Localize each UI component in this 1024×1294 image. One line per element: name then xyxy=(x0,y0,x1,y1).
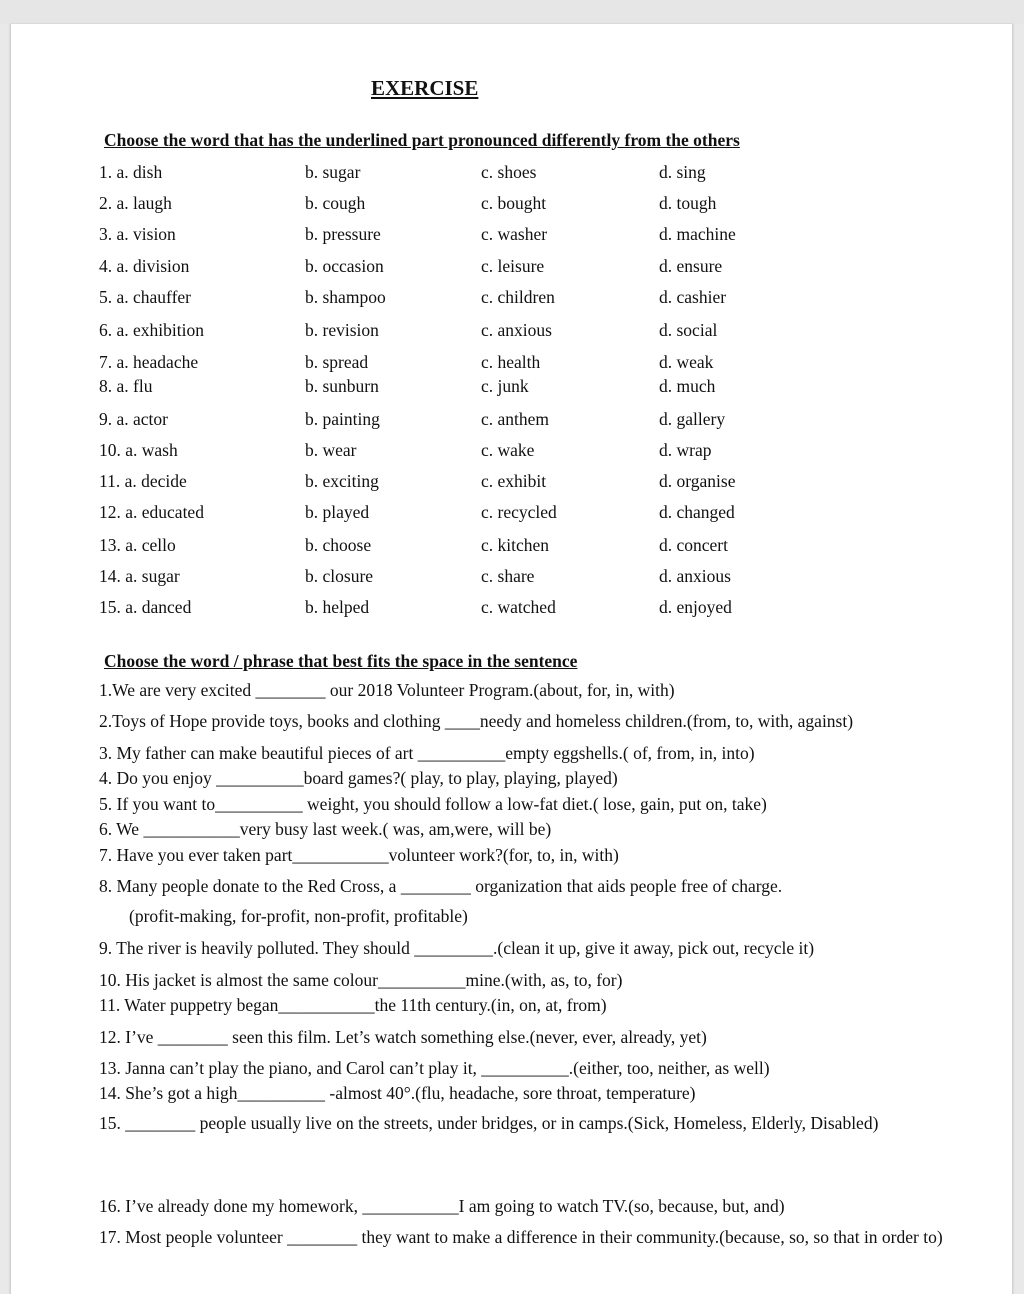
option-a: 15. a. danced xyxy=(99,597,192,617)
question-9: 9. The river is heavily polluted. They should _________.(clean it up, give it away, pick out, recycle it) xyxy=(99,938,815,958)
option-b: b. wear xyxy=(305,440,357,460)
option-c: c. shoes xyxy=(481,162,537,182)
option-b: b. sunburn xyxy=(305,376,379,396)
option-c: c. bought xyxy=(481,193,547,213)
option-d: d. ensure xyxy=(659,256,723,276)
viewer-top-bar xyxy=(0,0,1024,24)
option-b: b. occasion xyxy=(305,256,384,276)
option-c: c. watched xyxy=(481,597,556,617)
option-a: 9. a. actor xyxy=(99,409,168,429)
option-d: d. enjoyed xyxy=(659,597,732,617)
option-d: d. tough xyxy=(659,193,717,213)
option-c: c. health xyxy=(481,352,541,372)
option-d: d. sing xyxy=(659,162,706,182)
option-d: d. anxious xyxy=(659,566,731,586)
option-d: d. weak xyxy=(659,352,714,372)
option-b: b. shampoo xyxy=(305,287,386,307)
option-c: c. leisure xyxy=(481,256,545,276)
option-d: d. gallery xyxy=(659,409,726,429)
option-c: c. exhibit xyxy=(481,471,547,491)
question-8: 8. Many people donate to the Red Cross, a ________ organization that aids people free of charge. xyxy=(99,876,783,896)
page-title: EXERCISE xyxy=(371,76,479,100)
option-b: b. painting xyxy=(305,409,380,429)
question-1: 1.We are very excited ________ our 2018 Volunteer Program.(about, for, in, with) xyxy=(99,680,675,700)
option-a: 13. a. cello xyxy=(99,535,176,555)
option-a: 8. a. flu xyxy=(99,376,153,396)
option-d: d. changed xyxy=(659,502,735,522)
question-3: 3. My father can make beautiful pieces of art __________empty eggshells.( of, from, in, into) xyxy=(99,743,755,763)
option-c: c. children xyxy=(481,287,555,307)
question-5: 5. If you want to__________ weight, you should follow a low-fat diet.( lose, gain, put on, take) xyxy=(99,794,767,814)
option-a: 7. a. headache xyxy=(99,352,199,372)
option-d: d. much xyxy=(659,376,716,396)
option-d: d. cashier xyxy=(659,287,727,307)
document-page xyxy=(10,24,1013,1294)
option-b: b. spread xyxy=(305,352,369,372)
option-b: b. pressure xyxy=(305,224,381,244)
question-13: 13. Janna can’t play the piano, and Carol can’t play it, __________.(either, too, neither, as well) xyxy=(99,1058,770,1078)
option-b: b. helped xyxy=(305,597,370,617)
option-a: 3. a. vision xyxy=(99,224,176,244)
option-a: 2. a. laugh xyxy=(99,193,172,213)
option-d: d. social xyxy=(659,320,718,340)
option-a: 14. a. sugar xyxy=(99,566,180,586)
question-6: 6. We ___________very busy last week.( was, am,were, will be) xyxy=(99,819,552,839)
question-16: 16. I’ve already done my homework, ___________I am going to watch TV.(so, because, but, and) xyxy=(99,1196,785,1216)
question-15: 15. ________ people usually live on the streets, under bridges, or in camps.(Sick, Homeless, Elderly, Disabled) xyxy=(99,1113,879,1133)
question-14: 14. She’s got a high__________ -almost 40°.(flu, headache, sore throat, temperature) xyxy=(99,1083,696,1103)
option-a: 6. a. exhibition xyxy=(99,320,204,340)
option-b: b. closure xyxy=(305,566,374,586)
option-b: b. revision xyxy=(305,320,379,340)
question-2: 2.Toys of Hope provide toys, books and clothing ____needy and homeless children.(from, to, with, against) xyxy=(99,711,854,731)
option-d: d. concert xyxy=(659,535,728,555)
question-10: 10. His jacket is almost the same colour__________mine.(with, as, to, for) xyxy=(99,970,623,990)
option-c: c. wake xyxy=(481,440,535,460)
option-c: c. recycled xyxy=(481,502,557,522)
question-11: 11. Water puppetry began___________the 11th century.(in, on, at, from) xyxy=(99,995,607,1015)
question-12: 12. I’ve ________ seen this film. Let’s watch something else.(never, ever, already, yet) xyxy=(99,1027,707,1047)
option-c: c. kitchen xyxy=(481,535,550,555)
option-b: b. cough xyxy=(305,193,366,213)
option-b: b. played xyxy=(305,502,370,522)
option-a: 12. a. educated xyxy=(99,502,204,522)
question-17: 17. Most people volunteer ________ they want to make a difference in their community.(because, so, so that in order to) xyxy=(99,1227,943,1247)
option-d: d. wrap xyxy=(659,440,712,460)
option-a: 1. a. dish xyxy=(99,162,163,182)
option-c: c. junk xyxy=(481,376,529,396)
question-8-options: (profit-making, for-profit, non-profit, profitable) xyxy=(129,906,468,926)
option-a: 11. a. decide xyxy=(99,471,187,491)
option-a: 5. a. chauffer xyxy=(99,287,191,307)
option-b: b. exciting xyxy=(305,471,379,491)
question-4: 4. Do you enjoy __________board games?( play, to play, playing, played) xyxy=(99,768,618,788)
option-c: c. anthem xyxy=(481,409,550,429)
option-b: b. sugar xyxy=(305,162,361,182)
option-d: d. organise xyxy=(659,471,736,491)
option-a: 4. a. division xyxy=(99,256,190,276)
option-d: d. machine xyxy=(659,224,736,244)
option-c: c. washer xyxy=(481,224,548,244)
option-c: c. share xyxy=(481,566,535,586)
question-7: 7. Have you ever taken part___________volunteer work?(for, to, in, with) xyxy=(99,845,619,865)
section2-heading: Choose the word / phrase that best fits the space in the sentence xyxy=(104,651,578,671)
option-a: 10. a. wash xyxy=(99,440,178,460)
section1-heading: Choose the word that has the underlined part pronounced differently from the others xyxy=(104,130,740,150)
option-b: b. choose xyxy=(305,535,372,555)
option-c: c. anxious xyxy=(481,320,552,340)
